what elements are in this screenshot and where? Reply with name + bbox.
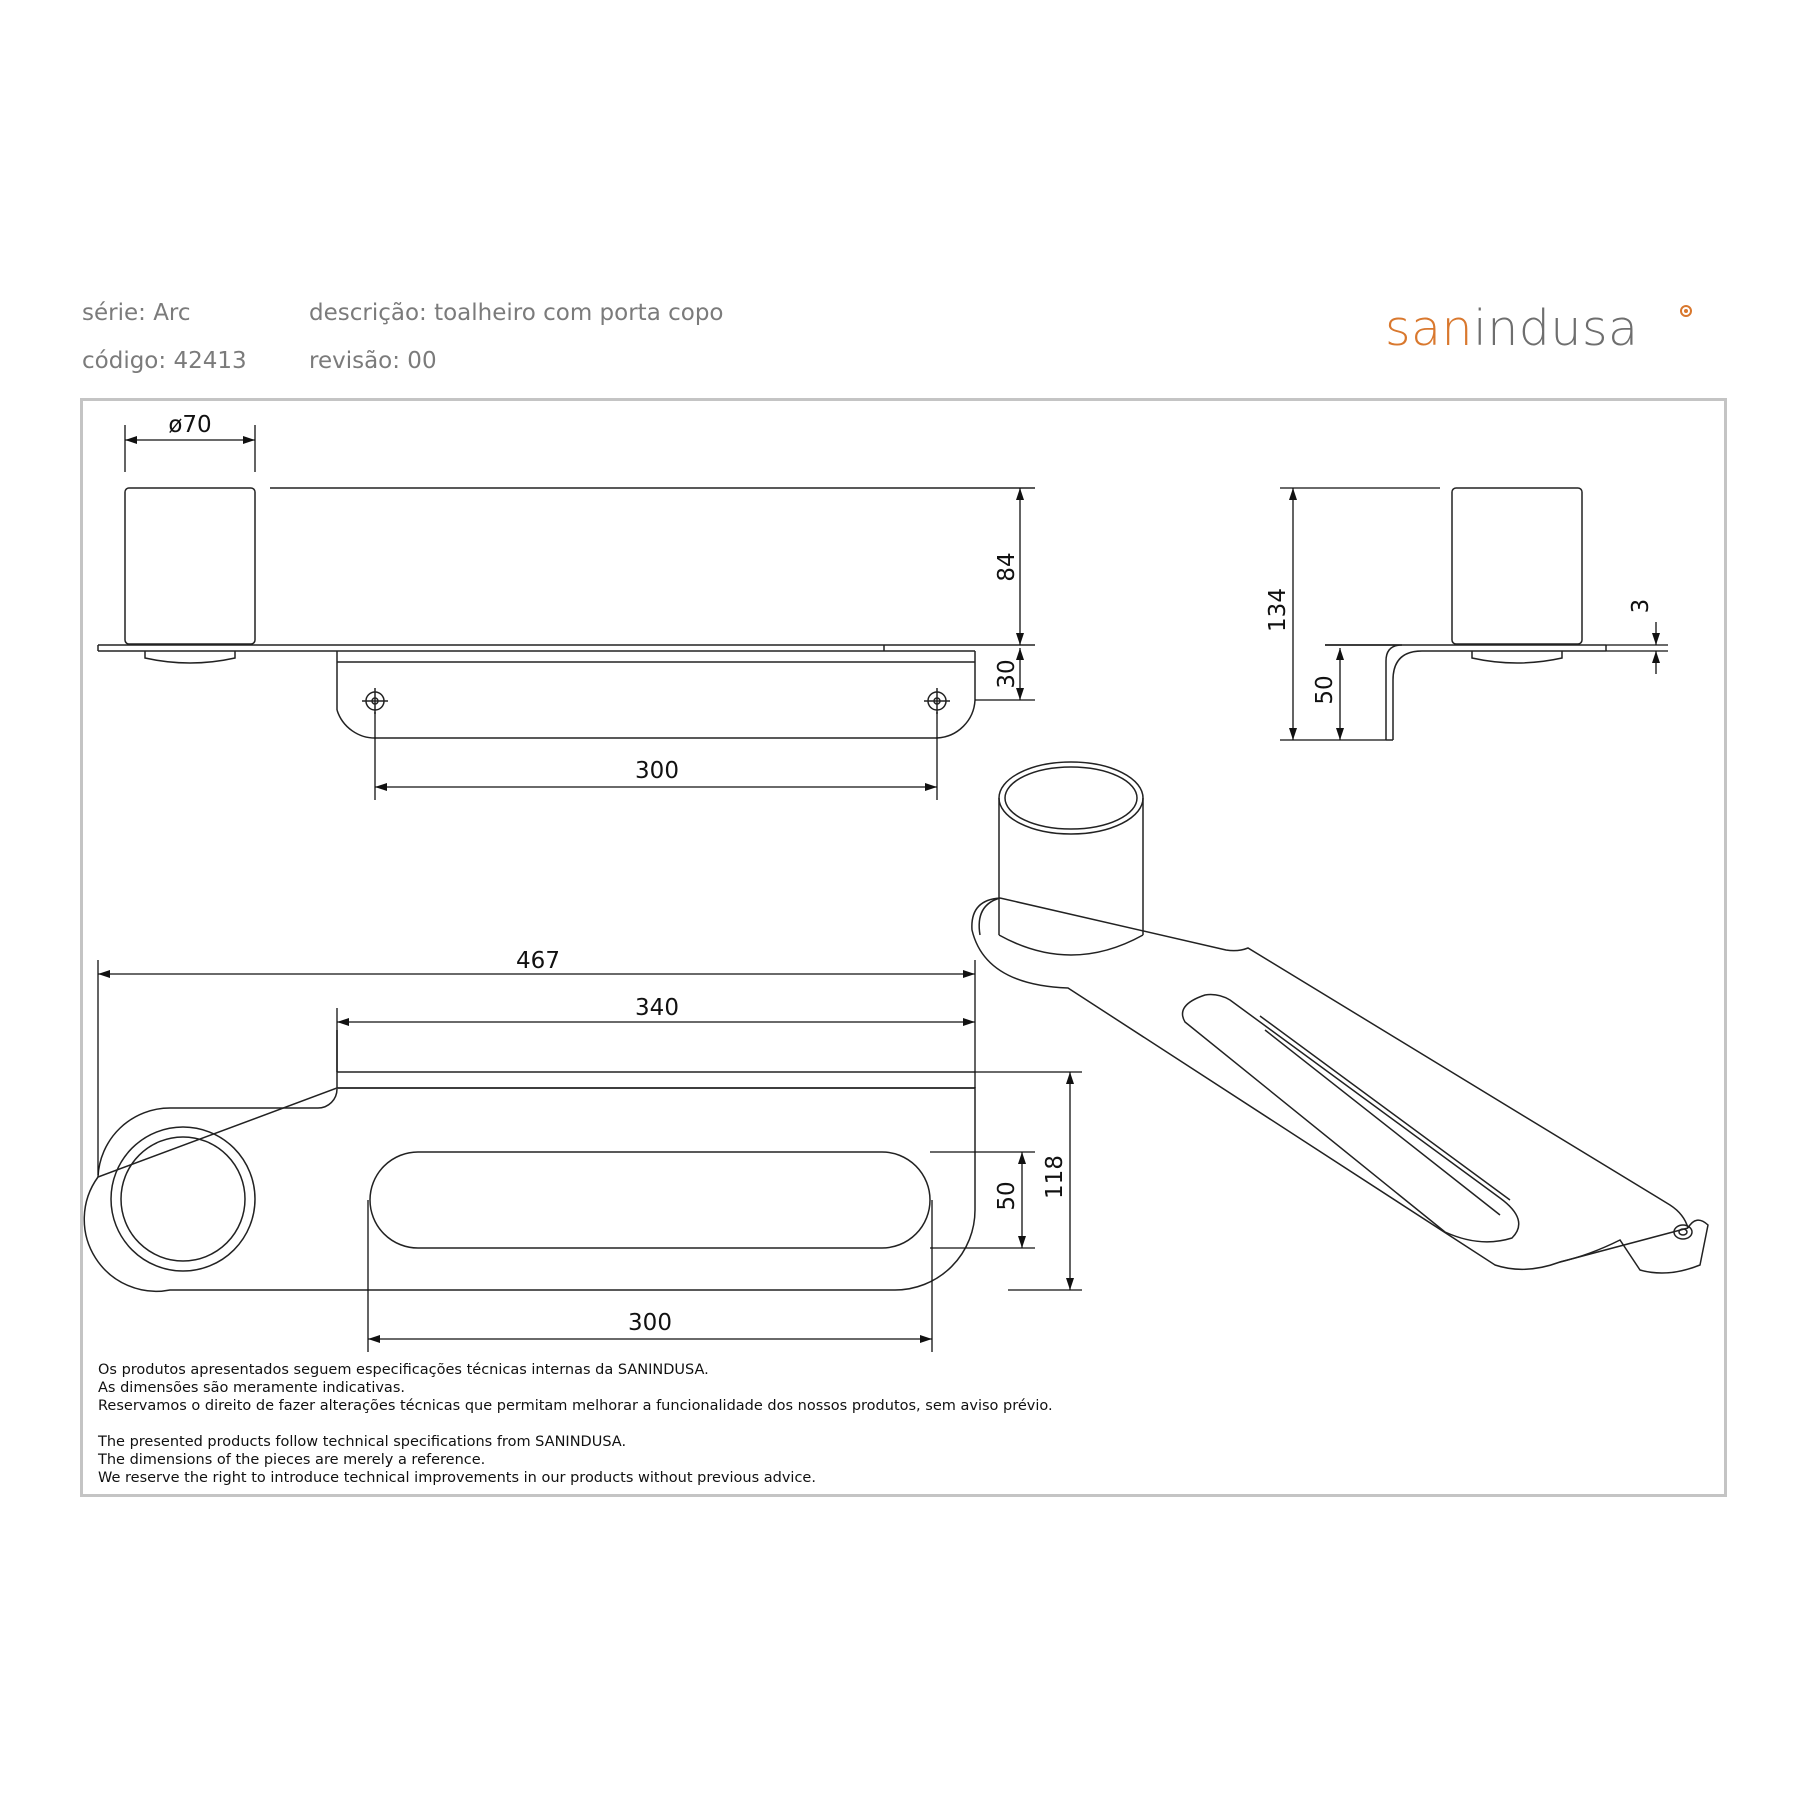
side-view-dimensions [1280, 488, 1668, 740]
disclaimer [98, 1361, 1298, 1487]
dim-depth-118: 118 [1042, 1155, 1068, 1199]
dim-height-30: 30 [994, 659, 1020, 689]
dim-thickness-3: 3 [1628, 598, 1654, 614]
serie-label: série: Arc [82, 300, 191, 326]
disclaimer-pt-line-2: As dimensões são meramente indicativas. [98, 1380, 405, 1396]
front-view [98, 488, 1035, 738]
codigo-label: código: 42413 [82, 348, 247, 374]
dim-height-50-side: 50 [1312, 675, 1338, 705]
disclaimer-en-line-3: We reserve the right to introduce technical improvements in our products without previous advice. [98, 1470, 816, 1486]
isometric-view [972, 762, 1708, 1273]
dim-spacing-300-top: 300 [635, 758, 679, 784]
dim-length-467: 467 [516, 948, 560, 974]
logo-san: san [1385, 300, 1474, 357]
logo-indusa: indusa [1473, 300, 1639, 357]
dim-height-134: 134 [1265, 588, 1291, 632]
revisao-label: revisão: 00 [309, 348, 437, 374]
disclaimer-pt-line-3: Reservamos o direito de fazer alterações técnicas que permitam melhorar a funcionalidade dos nossos produtos, sem aviso prévio. [98, 1398, 1053, 1414]
side-view [1325, 488, 1606, 740]
descricao-label: descrição: toalheiro com porta copo [309, 300, 724, 326]
dim-slot-50: 50 [994, 1181, 1020, 1211]
disclaimer-pt-line-1: Os produtos apresentados seguem especificações técnicas internas da SANINDUSA. [98, 1362, 709, 1378]
front-view-dimensions [125, 425, 1035, 800]
disclaimer-en-line-1: The presented products follow technical specifications from SANINDUSA. [98, 1434, 627, 1450]
dim-length-340: 340 [635, 995, 679, 1021]
plan-view-dimensions [98, 960, 1082, 1352]
dim-height-84: 84 [994, 552, 1020, 582]
disclaimer-en-line-2: The dimensions of the pieces are merely a reference. [98, 1452, 486, 1468]
dim-diameter: ø70 [168, 412, 212, 438]
dim-slot-300: 300 [628, 1310, 672, 1336]
plan-view [84, 1030, 975, 1291]
